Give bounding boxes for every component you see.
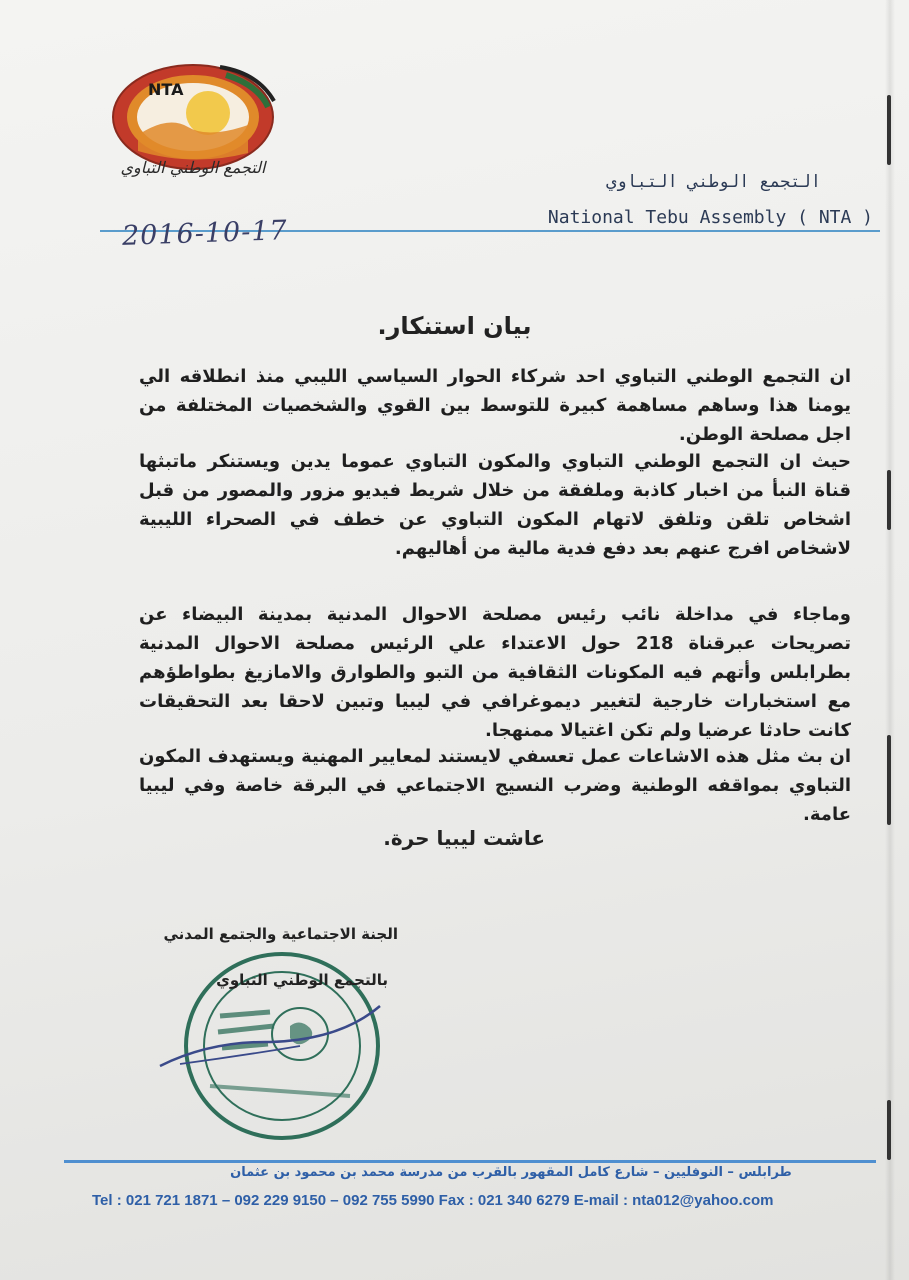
footer-divider (64, 1160, 876, 1163)
punch-mark (887, 735, 891, 825)
logo-caption: التجمع الوطني التباوي (120, 158, 266, 177)
paper-fold-shadow (885, 0, 895, 1280)
footer-contact: Tel : 021 721 1871 – 092 229 9150 – 092 755 5990 Fax : 021 340 6279 E-mail : nta012@yahoo.com (92, 1192, 774, 1209)
document-title: بيان استنكار. (377, 312, 532, 340)
logo-abbreviation: NTA (148, 80, 184, 99)
org-name-english: National Tebu Assembly ( NTA ) (547, 207, 873, 228)
footer-address: طرابلس – النوفليين – شارع كامل المقهور بالقرب من مدرسة محمد بن محمود بن عثمان (230, 1165, 792, 1180)
paragraph-1: ان التجمع الوطني التباوي احد شركاء الحوار السياسي الليبي منذ انطلاقه الي يومنا هذا وساهم مساهمة كبيرة للتوسط بين القوي والشخصيات المختلفة من اجل مصلحة الوطن. (139, 366, 851, 445)
nta-logo (108, 55, 278, 205)
punch-mark (887, 470, 891, 530)
org-name-arabic: التجمع الوطني التباوي (606, 172, 821, 192)
paragraph-3: وماجاء في مداخلة نائب رئيس مصلحة الاحوال المدنية بمدينة البيضاء عن تصريحات عبرقناة 218 حول الاعتداء علي الرئيس مصلحة الاحوال المدنية بطرابلس وأتهم فيه المكونات الثقافية من التبو والطوارق والامازيغ بطواطؤهم مع استخبارات خارجية لتغيير ديموغرافي في ليبيا وتبين لاحقا بعد التحقيقات كانت حادثا عرضيا ولم تكن اغتيالا ممنهجا. (139, 604, 851, 741)
committee-name: الجنة الاجتماعية والجتمع المدني (163, 925, 398, 943)
handwritten-date: 2016-10-17 (121, 215, 289, 252)
punch-mark (887, 95, 891, 165)
closing-line: عاشت ليبيا حرة. (383, 826, 545, 850)
committee-affiliation: بالتجمع الوطني التباوي (216, 971, 388, 989)
paragraph-2: حيث ان التجمع الوطني التباوي والمكون التباوي عموما يدين ويستنكر ماتبثها قناة النبأ من اخبار كاذبة وملفقة من خلال شريط فيديو مزور والمصور من قبل اشخاص تلقن وتلفق لاتهام المكون التباوي عن خطف في الصحراء الليبية لاشخاص افرج عنهم بعد دفع فدية مالية من أهاليهم. (139, 451, 851, 559)
punch-mark (887, 1100, 891, 1160)
paragraph-4: ان بث مثل هذه الاشاعات عمل تعسفي لايستند لمعايير المهنية ويستهدف المكون التباوي بمواقفه الوطنية وضرب النسيج الاجتماعي في البرقة خاصة وفي ليبيا عامة. (139, 746, 851, 825)
